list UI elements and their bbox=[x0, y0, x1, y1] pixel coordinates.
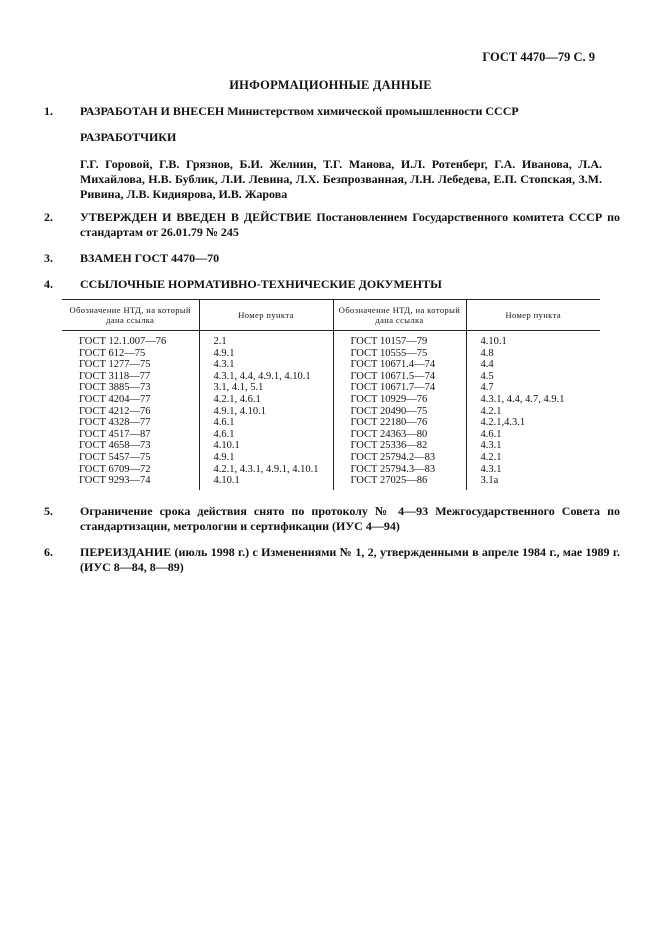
table-row bbox=[62, 348, 600, 360]
clause-cell: 4.2.1 bbox=[466, 406, 600, 418]
clause-cell: 4.3.1, 4.4, 4.9.1, 4.10.1 bbox=[199, 371, 333, 383]
table-row bbox=[62, 417, 600, 429]
clause-cell: 4.2.1 bbox=[466, 452, 600, 464]
section-1 bbox=[44, 104, 620, 119]
clause-cell: 4.5 bbox=[466, 371, 600, 383]
doc-cell: ГОСТ 4204—77 bbox=[79, 393, 151, 405]
doc-cell: ГОСТ 4658—73 bbox=[79, 440, 151, 452]
clause-cell: 4.3.1 bbox=[466, 464, 600, 476]
table-row bbox=[62, 429, 600, 441]
section-number: 2. bbox=[44, 210, 53, 224]
doc-cell: ГОСТ 10555—75 bbox=[333, 348, 466, 360]
clause-cell: 3.1, 4.1, 5.1 bbox=[199, 382, 333, 394]
clause-cell: 4.10.1 bbox=[199, 475, 333, 490]
developers-heading: РАЗРАБОТЧИКИ bbox=[80, 130, 177, 144]
section-text: Ограничение срока действия снято по протоколу № 4—93 Межгосударственного Совета по стандартизации, метрологии и сертификации (ИУС 4—94) bbox=[80, 504, 620, 533]
table-row bbox=[62, 359, 600, 371]
table-row bbox=[62, 331, 600, 348]
doc-cell: ГОСТ 27025—86 bbox=[333, 475, 466, 490]
doc-cell: ГОСТ 10157—79 bbox=[333, 331, 466, 348]
doc-cell: ГОСТ 10671.7—74 bbox=[333, 382, 466, 394]
doc-cell: ГОСТ 612—75 bbox=[79, 347, 146, 359]
table-header-row bbox=[62, 300, 600, 331]
page-header: ГОСТ 4470—79 С. 9 bbox=[482, 50, 595, 64]
doc-cell: ГОСТ 25336—82 bbox=[333, 440, 466, 452]
developers-list: Г.Г. Горовой, Г.В. Грязнов, Б.И. Желнин, Т.Г. Манова, И.Л. Ротенберг, Г.А. Иванова, Л.А. Михайлова, Н.В. Бублик, Л.И. Левина, Л.Х. Безпрозванная, Л.Н. Лебедева, Е.П. Стопская, З.М. Ривина, Л.В. Кидиярова, И.В. Жарова bbox=[80, 157, 602, 201]
section-number: 4. bbox=[44, 277, 53, 291]
clause-cell: 4.9.1, 4.10.1 bbox=[199, 406, 333, 418]
doc-cell: ГОСТ 24363—80 bbox=[333, 429, 466, 441]
clause-cell: 3.1а bbox=[466, 475, 600, 490]
section-text: ВЗАМЕН ГОСТ 4470—70 bbox=[80, 251, 220, 265]
doc-cell: ГОСТ 9293—74 bbox=[79, 475, 151, 487]
doc-cell: ГОСТ 25794.2—83 bbox=[333, 452, 466, 464]
clause-cell: 4.2.1, 4.3.1, 4.9.1, 4.10.1 bbox=[199, 464, 333, 476]
doc-cell: ГОСТ 10929—76 bbox=[333, 394, 466, 406]
clause-cell: 2.1 bbox=[199, 331, 333, 348]
section-number: 5. bbox=[44, 504, 53, 518]
table-row bbox=[62, 406, 600, 418]
section-number: 6. bbox=[44, 545, 53, 559]
doc-cell: ГОСТ 20490—75 bbox=[333, 406, 466, 418]
clause-cell: 4.7 bbox=[466, 382, 600, 394]
section-text: ССЫЛОЧНЫЕ НОРМАТИВНО-ТЕХНИЧЕСКИЕ ДОКУМЕНТЫ bbox=[80, 277, 442, 291]
table-row bbox=[62, 475, 600, 490]
doc-cell: ГОСТ 10671.5—74 bbox=[333, 371, 466, 383]
header-clause-1: Номер пункта bbox=[199, 300, 333, 331]
header-clause-2: Номер пункта bbox=[466, 300, 600, 331]
clause-cell: 4.6.1 bbox=[199, 429, 333, 441]
table-row bbox=[62, 371, 600, 383]
doc-cell: ГОСТ 10671.4—74 bbox=[333, 359, 466, 371]
doc-cell: ГОСТ 3885—73 bbox=[79, 382, 151, 394]
doc-cell: ГОСТ 4328—77 bbox=[79, 417, 151, 429]
clause-cell: 4.10.1 bbox=[199, 440, 333, 452]
page-title: ИНФОРМАЦИОННЫЕ ДАННЫЕ bbox=[229, 78, 432, 92]
section-text: ПЕРЕИЗДАНИЕ (июль 1998 г.) с Изменениями № 1, 2, утвержденными в апреле 1984 г., мае 1989 г. (ИУС 8—84, 8—89) bbox=[80, 545, 620, 574]
header-doc-2: Обозначение НТД, на который дана ссылка bbox=[333, 300, 466, 331]
section-2 bbox=[44, 210, 620, 240]
doc-cell: ГОСТ 5457—75 bbox=[79, 451, 151, 463]
clause-cell: 4.6.1 bbox=[199, 417, 333, 429]
section-6 bbox=[44, 545, 620, 575]
doc-cell: ГОСТ 4212—76 bbox=[79, 405, 151, 417]
table-row bbox=[62, 464, 600, 476]
doc-cell: ГОСТ 12.1.007—76 bbox=[79, 336, 167, 347]
clause-cell: 4.10.1 bbox=[466, 331, 600, 348]
table-row bbox=[62, 452, 600, 464]
section-5 bbox=[44, 504, 620, 534]
clause-cell: 4.6.1 bbox=[466, 429, 600, 441]
section-3 bbox=[44, 251, 620, 266]
section-4 bbox=[44, 277, 620, 292]
clause-cell: 4.3.1 bbox=[199, 359, 333, 371]
clause-cell: 4.3.1 bbox=[466, 440, 600, 452]
section-number: 1. bbox=[44, 104, 53, 118]
reference-table bbox=[62, 299, 600, 490]
clause-cell: 4.9.1 bbox=[199, 452, 333, 464]
doc-cell: ГОСТ 6709—72 bbox=[79, 463, 151, 475]
clause-cell: 4.2.1, 4.6.1 bbox=[199, 394, 333, 406]
table-row bbox=[62, 382, 600, 394]
doc-cell: ГОСТ 3118—77 bbox=[79, 370, 151, 382]
clause-cell: 4.4 bbox=[466, 359, 600, 371]
doc-cell: ГОСТ 22180—76 bbox=[333, 417, 466, 429]
clause-cell: 4.8 bbox=[466, 348, 600, 360]
section-number: 3. bbox=[44, 251, 53, 265]
doc-cell: ГОСТ 1277—75 bbox=[79, 359, 151, 371]
doc-cell: ГОСТ 25794.3—83 bbox=[333, 464, 466, 476]
clause-cell: 4.3.1, 4.4, 4.7, 4.9.1 bbox=[466, 394, 600, 406]
table-row bbox=[62, 394, 600, 406]
clause-cell: 4.9.1 bbox=[199, 348, 333, 360]
header-doc-1: Обозначение НТД, на который дана ссылка bbox=[62, 300, 199, 331]
section-text: РАЗРАБОТАН И ВНЕСЕН Министерством химической промышленности СССР bbox=[80, 104, 519, 118]
section-text: УТВЕРЖДЕН И ВВЕДЕН В ДЕЙСТВИЕ Постановлением Государственного комитета СССР по стандартам от 26.01.79 № 245 bbox=[80, 210, 620, 239]
table-row bbox=[62, 440, 600, 452]
clause-cell: 4.2.1,4.3.1 bbox=[466, 417, 600, 429]
doc-cell: ГОСТ 4517—87 bbox=[79, 428, 151, 440]
